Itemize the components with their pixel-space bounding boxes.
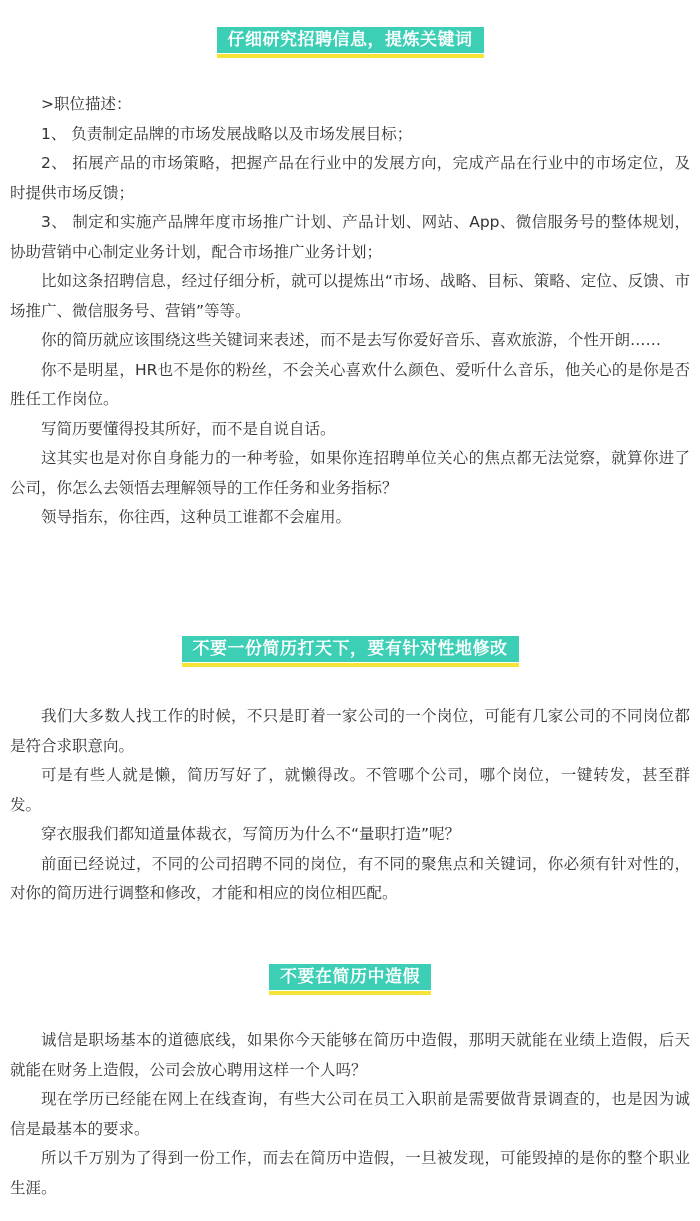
section-keywords — [10, 90, 690, 533]
section-no-fabrication — [10, 1026, 690, 1203]
paragraph: 我们大多数人找工作的时候，不只是盯着一家公司的一个岗位，可能有几家公司的不同岗位都是符合求职意向。 — [10, 707, 690, 755]
paragraph: 写简历要懂得投其所好，而不是自说自话。 — [41, 419, 336, 438]
paragraph: 现在学历已经能在网上在线查询，有些大公司在员工入职前是需要做背景调查的，也是因为诚信是最基本的要求。 — [10, 1090, 690, 1138]
paragraph: 领导指东，你往西，这种员工谁都不会雇用。 — [41, 508, 352, 526]
paragraph: 1、 负责制定品牌的市场发展战略以及市场发展目标； — [41, 124, 413, 143]
paragraph: >职位描述： — [41, 95, 132, 113]
paragraph: 2、 拓展产品的市场策略，把握产品在行业中的发展方向，完成产品在行业中的市场定位，及时提供市场反馈； — [10, 154, 690, 202]
section-tailor-resume — [10, 702, 690, 909]
paragraph: 3、 制定和实施产品牌年度市场推广计划、产品计划、网站、App、微信服务号的整体规划，协助营销中心制定业务计划，配合市场推广业务计划； — [10, 213, 690, 261]
paragraph: 你不是明星，HR也不是你的粉丝，不会关心喜欢什么颜色、爱听什么音乐，他关心的是你是否胜任工作岗位。 — [10, 360, 690, 408]
paragraph: 你的简历就应该围绕这些关键词来表述，而不是去写你爱好音乐、喜欢旅游，个性开朗…… — [41, 331, 662, 349]
paragraph: 诚信是职场基本的道德底线，如果你今天能够在简历中造假，那明天就能在业绩上造假，后天就能在财务上造假，公司会放心聘用这样一个人吗？ — [10, 1031, 690, 1079]
paragraph: 这其实也是对你自身能力的一种考验，如果你连招聘单位关心的焦点都无法觉察，就算你进了公司，你怎么去领悟去理解领导的工作任务和业务指标？ — [10, 449, 690, 497]
paragraph: 可是有些人就是懒，简历写好了，就懒得改。不管哪个公司，哪个岗位，一键转发，甚至群发。 — [10, 766, 690, 814]
paragraph: 前面已经说过，不同的公司招聘不同的岗位，有不同的聚焦点和关键词，你必须有针对性的，对你的简历进行调整和修改，才能和相应的岗位相匹配。 — [10, 854, 690, 902]
heading-2-wrapper — [0, 636, 700, 662]
paragraph: 穿衣服我们都知道量体裁衣，写简历为什么不“量职打造”呢？ — [41, 825, 461, 843]
heading-3-wrapper — [0, 964, 700, 990]
section-heading-no-fabrication: 不要在简历中造假 — [269, 964, 431, 990]
paragraph: 比如这条招聘信息，经过仔细分析，就可以提炼出“市场、战略、目标、策略、定位、反馈、市场推广、微信服务号、营销”等等。 — [10, 272, 690, 320]
section-heading-keywords: 仔细研究招聘信息，提炼关键词 — [217, 27, 484, 53]
paragraph: 所以千万别为了得到一份工作，而去在简历中造假，一旦被发现，可能毁掉的是你的整个职业生涯。 — [10, 1149, 690, 1197]
section-heading-tailor-resume: 不要一份简历打天下，要有针对性地修改 — [182, 636, 519, 662]
heading-1-wrapper — [0, 27, 700, 53]
